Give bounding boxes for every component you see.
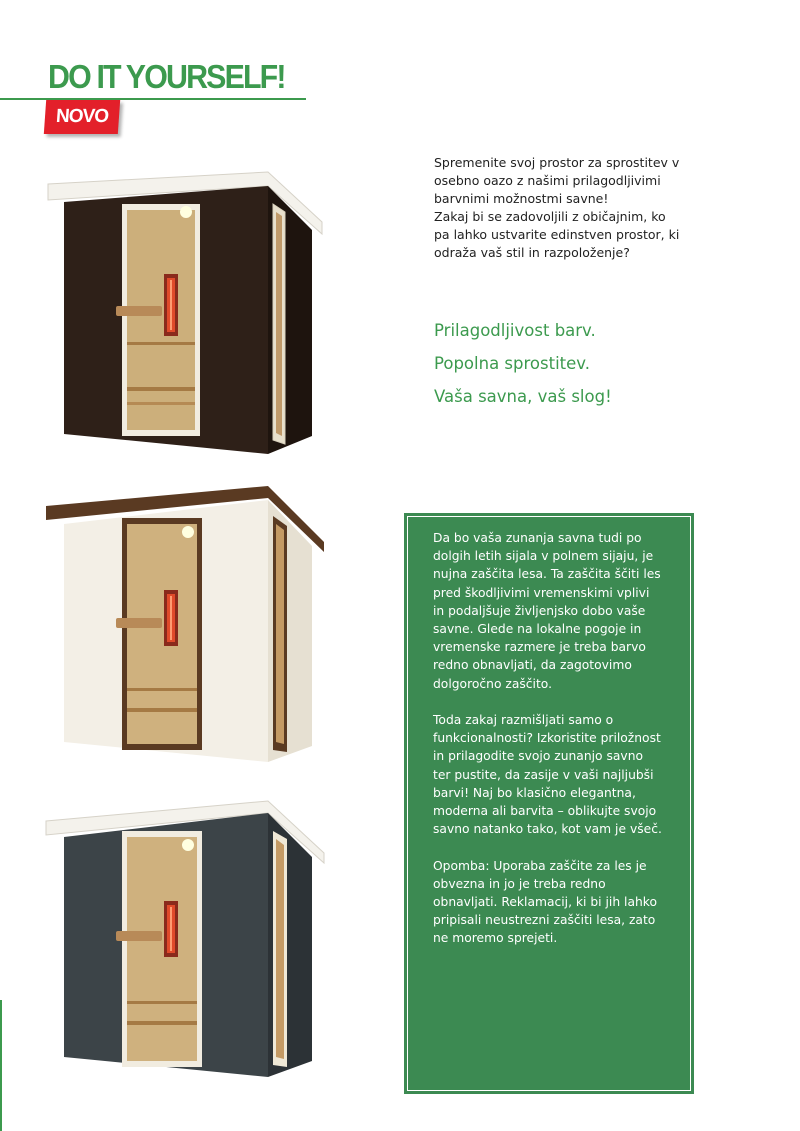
sauna-white-wood-image [40,480,340,780]
intro-text [434,154,684,262]
wood-protection-info-box [404,513,694,1094]
tagline-relaxation: Popolna sprostitev. [434,354,591,373]
info-paragraph-personalize: Toda zakaj razmišljati samo o funkcionalnosti? Izkoristite priložnost in prilagodite svojo zunanjo savno ter pustite, da zasije v vaši najljubši barvi! Naj bo klasično elegantna, moderna ali barvita – oblikujte svojo savno natanko tako, kot vam je všeč. [433,713,662,837]
page-edge-line [0,1000,2,1131]
info-paragraph-protection: Da bo vaša zunanja savna tudi po dolgih letih sijala v polnem sijaju, je nujna zaščita lesa. Ta zaščita ščiti les pred škodljivimi vremenskimi vplivi in podaljšuje življenjsko dobo vaše savne. Glede na lokalne pogoje in vremenske razmere je treba barvo redno obnavljati, da zagotovimo dolgoročno zaščito. [433,531,661,691]
tagline-color-flexibility: Prilagodljivost barv. [434,321,596,340]
tagline-your-style: Vaša savna, vaš slog! [434,387,612,406]
page-title: DO IT YOURSELF! [48,58,285,95]
new-badge: NOVO [44,100,120,134]
intro-paragraph: Spremenite svoj prostor za sprostitev v osebno oazo z našimi prilagodljivimi barvnimi možnostmi savne! [434,155,680,206]
sauna-dark-brown-image [40,162,340,462]
sauna-anthracite-image [40,795,340,1095]
taglines [434,314,612,413]
info-paragraph-note: Opomba: Uporaba zaščite za les je obvezna in jo je treba redno obnavljati. Reklamacij, ki bi jih lahko pripisali neustrezni zaščiti lesa, zato ne moremo sprejeti. [433,858,657,946]
intro-paragraph: Zakaj bi se zadovoljili z običajnim, ko pa lahko ustvarite edinstven prostor, ki odraža vaš stil in razpoloženje? [434,209,680,260]
